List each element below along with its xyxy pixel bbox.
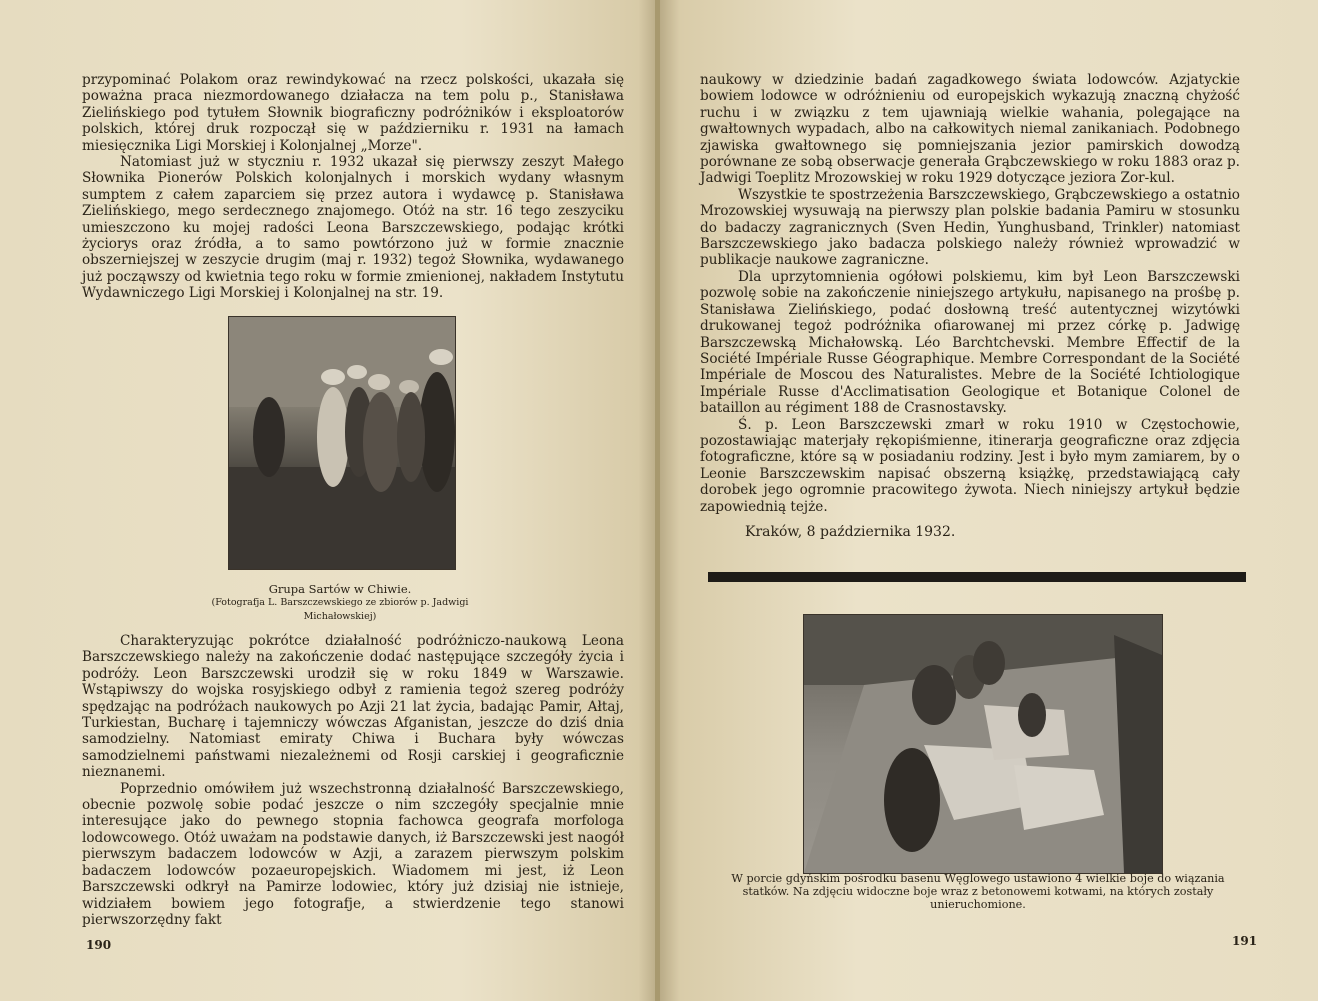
paragraph: Natomiast już w styczniu r. 1932 ukazał się pierwszy zeszyt Małego Słownika Pionerów Polskich kolonjalnych i morskich wydany własnym sumptem z całem zaparciem się przez autora i wydawcę p. Stanisława Zielińskiego, mego serdecznego znajomego. Otóż na str. 16 tego zeszyciku umieszczono ku mojej radości Leona Barszczewskiego, podając krótki życiorys oraz źródła, a to samo powtórzono już w formie znacznie obszerniejszej w zeszycie drugim (maj r. 1932) tegoż Słownika, wydawanego już począwszy od kwietnia tego roku w formie zmienionej, nakładem Instytutu Wydawniczego Ligi Morskiej i Kolonjalnej na str. 19. (82, 154, 624, 302)
left-bottom-text (82, 633, 624, 928)
paragraph: przypominać Polakom oraz rewindykować na rzecz polskości, ukazała się poważna praca niezmordowanego działacza na tem polu p., Stanisława Zielińskiego pod tytułem Słownik biograficzny podróżników i eksploatorów polskich, której druk rozpoczął się w październiku r. 1931 na łamach miesięcznika Ligi Morskiej i Kolonjalnej „Morze". (82, 72, 624, 154)
left-top-text (82, 72, 624, 302)
left-page (0, 0, 658, 1001)
photo-caption-left (180, 582, 500, 624)
section-divider (708, 572, 1246, 582)
page-number-left: 190 (86, 938, 112, 952)
photo-sarts-illustration (229, 317, 455, 569)
paragraph: Poprzednio omówiłem już wszechstronną działalność Barszczewskiego, obecnie pozwolę sobie podać jeszcze o nim szczegóły specjalnie mnie interesujące jako do pewnego stopnia fachowca geografa morfologa lodowcowego. Otóż uważam na podstawie danych, iż Barszczewski jest naogół pierwszym badaczem lodowców w Azji, a zarazem pierwszym polskim badaczem lodowców pozaeuropejskich. Wiadomem mi jest, iż Leon Barszczewski odkrył na Pamirze lodowiec, który już dzisiaj nie istnieje, widziałem bowiem jego fotografje, a stwierdzenie tego stanowi pierwszorzędny fakt (82, 780, 624, 928)
paragraph: Charakteryzując pokrótce działalność podróżniczo-naukową Leona Barszczewskiego należy na zakończenie dodać następujące szczegóły życia i podróży. Leon Barszczewski urodził się w roku 1849 w Warszawie. Wstąpiwszy do wojska rosyjskiego odbył z ramienia tegoż szereg podróży spędzając na podróżach naukowych po Azji 21 lat życia, badając Pamir, Ałtaj, Turkiestan, Bucharę i tajemniczy wówczas Afganistan, jeszcze do dziś dnia samodzielny. Natomiast emiraty Chiwa i Buchara były wówczas samodzielnemi państwami niezależnemi od Rosji carskiej i geograficznie nieznanemi. (82, 633, 624, 781)
photo-buoys-illustration (804, 615, 1162, 873)
photo-caption-right: W porcie gdyńskim pośrodku basenu Węglowego ustawiono 4 wielkie boje do wiązania statków. Na zdjęciu widoczne boje wraz z betonowemi kotwami, na których zostały unieruchomione. (731, 872, 1225, 911)
paragraph: Ś. p. Leon Barszczewski zmarł w roku 1910 w Częstochowie, pozostawiając materjały rękopiśmienne, itinerarja geograficzne oraz zdjęcia fotograficzne, które są w posiadaniu rodziny. Jest i było mym zamiarem, by o Leonie Barszczewskim napisać obszerną książkę, przedstawiającą cały dorobek jego ogromnie pracowitego żywota. Niech niniejszy artykuł będzie zapowiednią tejże. (700, 416, 1240, 515)
caption-credit: (Fotografja L. Barszczewskiego ze zbiorów p. Jadwigi Michałowskiej) (211, 597, 469, 622)
paragraph: Dla uprzytomnienia ogółowi polskiemu, kim był Leon Barszczewski pozwolę sobie na zakończenie niniejszego artykułu, napisanego na prośbę p. Stanisława Zielińskiego, podać dosłowną treść autentycznej wizytówki drukowanej tegoż podróżnika ofiarowanej mi przez córkę p. Jadwigę Barszczewską Michałowską. Léo Barchtchevski. Membre Effectif de la Société Impériale Russe Géographique. Membre Correspondant de la Société Impériale de Moscou des Naturalistes. Mebre de la Société Ichtiologique Impériale Russe d'Acclimatisation Geologique et Botanique Colonel de bataillon au régiment 188 de Crasnostavsky. (700, 268, 1240, 417)
page-number-right: 191 (1232, 934, 1258, 948)
photo-group-of-sarts (228, 316, 456, 570)
photo-buoys-gdynia (803, 614, 1163, 874)
caption-title: Grupa Sartów w Chiwie. (268, 582, 412, 596)
right-top-text (700, 72, 1240, 515)
paragraph: naukowy w dziedzinie badań zagadkowego świata lodowców. Azjatyckie bowiem lodowce w odróżnieniu od europejskich wykazują znaczną chyżość ruchu i w związku z tem ujawniają wielkie wahania, polegające na gwałtownych wypadach, albo na całkowitych niemal zanikaniach. Podobnego zjawiska gwałtownego się pomniejszania jezior pamirskich dowodzą porównane ze sobą obserwacje generała Grąbczewskiego w roku 1883 oraz p. Jadwigi Toeplitz Mrozowskiej w roku 1929 dotyczące jeziora Zor-kul. (700, 72, 1240, 187)
paragraph: Wszystkie te spostrzeżenia Barszczewskiego, Grąbczewskiego a ostatnio Mrozowskiej wysuwają na pierwszy plan polskie badania Pamiru w stosunku do badaczy zagranicznych (Sven Hedin, Yunghusband, Trinkler) natomiast Barszczewskiego jako badacza polskiego należy również wprowadzić w publikacje naukowe zagraniczne. (700, 186, 1240, 269)
signoff-place-date: Kraków, 8 października 1932. (745, 524, 956, 540)
